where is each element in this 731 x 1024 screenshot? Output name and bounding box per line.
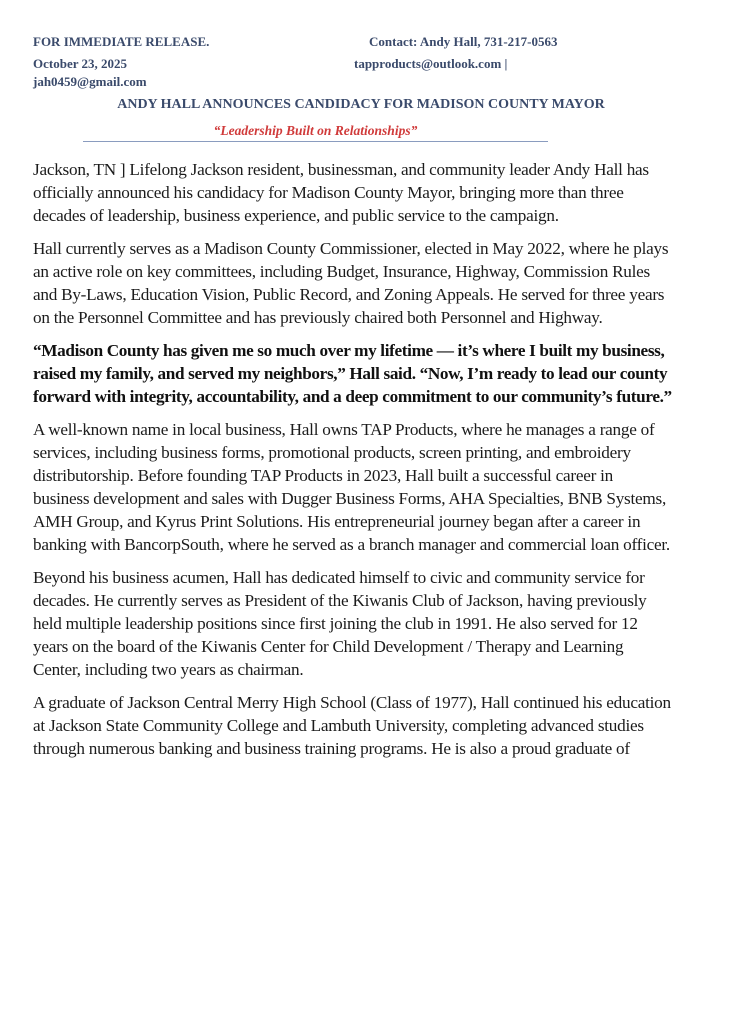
headline — [0, 96, 660, 113]
paragraph-civic: Beyond his business acumen, Hall has dedicated himself to civic and community service for decades. He currently serves as President of the Kiwanis Club of Jackson, having previously held multiple leadership positions since first joining the club in 1991. He also served for 12 years on the board of the Kiwanis Center for Child Development / Therapy and Learning Center, including two years as chairman. — [33, 568, 647, 679]
paragraph-business: A well-known name in local business, Hall owns TAP Products, where he manages a range of services, including business forms, promotional products, screen printing, and embroidery distributorship. Before founding TAP Products in 2023, Hall built a successful career in business development and sales with Dugger Business Forms, AHA Specialties, BNB Systems, AMH Group, and Kyrus Print Solutions. His entrepreneurial journey began after a career in banking with BancorpSouth, where he served as a branch manager and commercial loan officer. — [33, 420, 670, 554]
paragraph-education: A graduate of Jackson Central Merry High School (Class of 1977), Hall continued his education at Jackson State Community College and Lambuth University, completing advanced studies through numerous banking and business training programs. He is also a proud graduate of — [33, 693, 671, 758]
headline-text: ANDY HALL ANNOUNCES CANDIDACY FOR MADISON COUNTY MAYOR — [117, 97, 605, 112]
contact-email-work[interactable]: tapproducts@outlook.com | — [354, 56, 508, 71]
release-label: FOR IMMEDIATE RELEASE. — [33, 34, 210, 49]
release-date: October 23, 2025 — [33, 56, 127, 71]
paragraph-quote: “Madison County has given me so much over my lifetime — it’s where I built my business, raised my family, and served my neighbors,” Hall said. “Now, I’m ready to lead our county forward with integrity, accountability, and a deep commitment to our community’s future.” — [33, 341, 672, 406]
contact-email-personal[interactable]: jah0459@gmail.com — [33, 74, 147, 89]
paragraph-intro: Jackson, TN ] Lifelong Jackson resident, businessman, and community leader Andy Hall has officially announced his candidacy for Madison County Mayor, bringing more than three decades of leadership, business experience, and public service to the campaign. — [33, 160, 649, 225]
tagline: “Leadership Built on Relationships” — [213, 123, 418, 138]
header-divider — [83, 141, 548, 142]
press-release-body — [33, 158, 673, 770]
paragraph-commissioner: Hall currently serves as a Madison County Commissioner, elected in May 2022, where he plays an active role on key committees, including Budget, Insurance, Highway, Commission Rules and By-Laws, Education Vision, Public Record, and Zoning Appeals. He served for three years on the Personnel Committee and has previously chaired both Personnel and Highway. — [33, 239, 669, 327]
contact-info: Contact: Andy Hall, 731-217-0563 — [369, 34, 558, 49]
